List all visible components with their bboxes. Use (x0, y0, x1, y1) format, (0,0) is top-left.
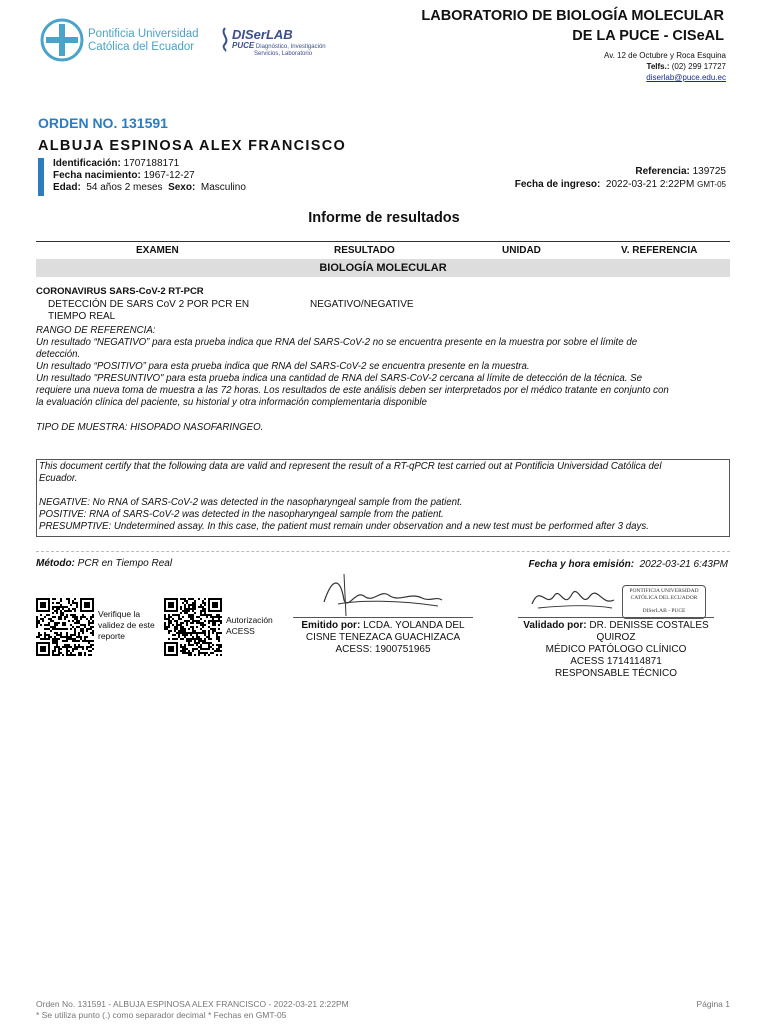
patient-age: 54 años 2 meses (86, 182, 163, 193)
diserlab-subtitle: PUCE Diagnóstico, Investigación Servicios, Laboratorio (232, 41, 326, 57)
patient-name: ALBUJA ESPINOSA ALEX FRANCISCO (38, 138, 347, 154)
exam-result: NEGATIVO/NEGATIVE (310, 299, 414, 310)
footer-order: Orden No. 131591 - ALBUJA ESPINOSA ALEX FRANCISCO - 2022-03-21 2:22PM (36, 999, 349, 1009)
footer-note: * Se utiliza punto (.) como separador decimal * Fechas en GMT-05 (36, 1010, 287, 1020)
col-resultado: RESULTADO (334, 245, 395, 256)
accent-bar (38, 158, 44, 196)
patient-info: Identificación: 1707188171 Fecha nacimiento: 1967-12-27 Edad: 54 años 2 meses Sexo: Masculino (53, 158, 246, 193)
lab-address: Av. 12 de Octubre y Roca Esquina Telfs.: (02) 299 17727 diserlab@puce.edu.ec (604, 51, 726, 82)
report-title: Informe de resultados (308, 210, 460, 226)
signature-line (518, 617, 714, 618)
table-header (36, 241, 730, 260)
qr-code-icon[interactable] (36, 598, 94, 656)
signature-line (293, 617, 473, 618)
col-referencia: V. REFERENCIA (621, 245, 698, 256)
patient-id: 1707188171 (123, 158, 180, 169)
exam-title: CORONAVIRUS SARS-CoV-2 RT-PCR (36, 286, 204, 297)
section-header: BIOLOGÍA MOLECULAR (36, 259, 730, 277)
col-unidad: UNIDAD (502, 245, 541, 256)
diserlab-logo-icon (218, 26, 232, 52)
email-link[interactable]: diserlab@puce.edu.ec (646, 73, 726, 82)
stamp: PONTIFICIA UNIVERSIDAD CATÓLICA DEL ECUADOR DISerLAB - PUCE (622, 585, 706, 619)
patient-sex: Masculino (200, 182, 246, 193)
puce-logo-icon (40, 18, 84, 62)
ingreso-date: 2022-03-21 2:22PM (605, 179, 695, 190)
emitido-por: Emitido por: LCDA. YOLANDA DEL CISNE TENEZACA GUACHIZACA ACESS: 1900751965 (301, 620, 465, 655)
qr-acess-label: Autorización ACESS (226, 615, 273, 636)
emission-date: Fecha y hora emisión: 2022-03-21 6:43PM (528, 559, 728, 570)
page-number: Página 1 (696, 999, 730, 1009)
certificate-text: This document certify that the following data are valid and represent the result of a RT-qPCR test carried out at Pontificia Universidad Católica del Ecuador. NEGATIVE: No RNA of SARS-CoV-2 was detected in the nasopharyngeal sample from the patient. POSITIVE: RNA of SARS-CoV-2 was detected in the nasopharyngeal sample from the patient. PRESUMPTIVE: Undetermined assay. In this case, the patient must remain under observation and a new test must be performed after 3 days. (39, 461, 662, 532)
col-examen: EXAMEN (136, 245, 179, 256)
exam-name: DETECCIÓN DE SARS CoV 2 POR PCR EN TIEMPO REAL (48, 299, 250, 322)
patient-dob: 1967-12-27 (143, 170, 195, 181)
divider (36, 551, 730, 552)
signature-icon (318, 570, 448, 618)
qr-code-icon[interactable] (164, 598, 222, 656)
method: Método: PCR en Tiempo Real (36, 558, 173, 569)
reference-info: Referencia: 139725 Fecha de ingreso: 2022-03-21 2:22PM GMT-05 (514, 166, 726, 190)
validado-por: Validado por: DR. DENISSE COSTALES QUIROZ MÉDICO PATÓLOGO CLÍNICO ACESS 1714114871 RESPONSABLE TÉCNICO (523, 620, 709, 679)
qr-verify-label: Verifique la validez de este reporte (98, 609, 155, 641)
sample-type: TIPO DE MUESTRA: HISOPADO NASOFARINGEO. (36, 422, 264, 433)
reference-number: 139725 (692, 166, 726, 177)
order-number: ORDEN NO. 131591 (38, 115, 168, 131)
lab-title: LABORATORIO DE BIOLOGÍA MOLECULAR (421, 8, 724, 24)
diserlab-title: DISerLAB (232, 27, 293, 42)
signature-icon (528, 578, 618, 618)
reference-range: RANGO DE REFERENCIA: Un resultado “NEGATIVO” para esta prueba indica que RNA del SARS-CoV-2 no se encuentra presente en la muestra por sobre el límite de detección. Un resultado “POSITIVO” para esta prueba indica que RNA del SARS-CoV-2 se encuentra presente en la muestra. Un resultado "PRESUNTIVO" para esta prueba indica una cantidad de RNA del SARS-CoV-2 cercana al límite de detección de la técnica. Se requiere una nueva toma de muestra a las 72 horas. Los resultados de este análisis deben ser interpretados por el médico tratante en conjunto con la evaluación clínica del paciente, su historial y otra información complementaria disponible (36, 325, 669, 408)
puce-name: Pontificia Universidad Católica del Ecuador (88, 28, 199, 53)
lab-title-2: DE LA PUCE - CISeAL (572, 28, 724, 44)
